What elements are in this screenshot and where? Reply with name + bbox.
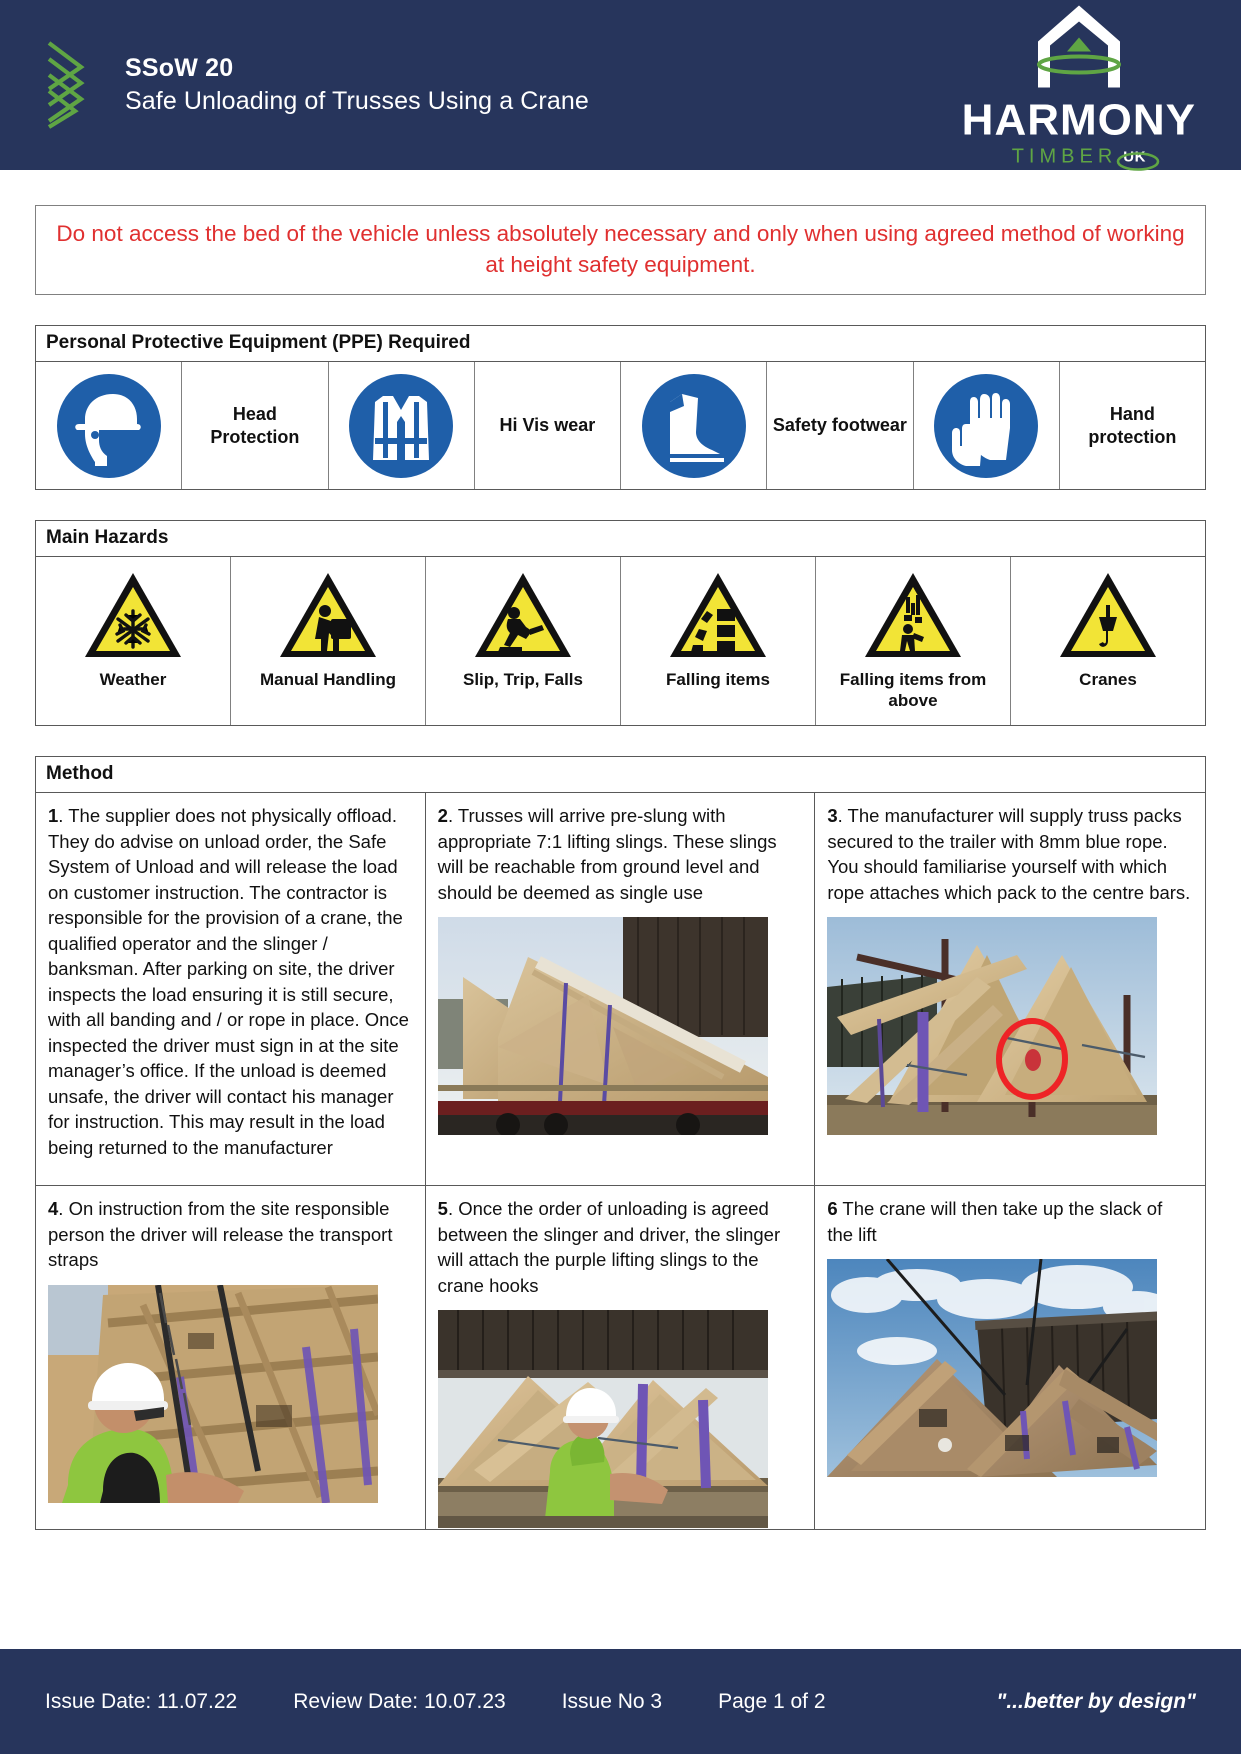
ppe-label: Hi Vis wear xyxy=(499,415,596,436)
ppe-icon-cell-footwear xyxy=(621,362,767,489)
method-step-2 xyxy=(426,793,816,1186)
method-step-number: 4 xyxy=(48,1198,59,1220)
hazard-label: Weather xyxy=(99,670,167,690)
brand-uk-label: UK xyxy=(1123,148,1146,165)
review-date: Review Date: 10.07.23 xyxy=(293,1689,506,1713)
ppe-label-cell-hivis xyxy=(475,362,621,489)
photo-worker-releasing-straps xyxy=(48,1285,378,1503)
method-step-body: . The supplier does not physically offload. They do advise on unload order, the Safe System of Unload and will release the load on customer instruction. The contractor is responsible for the provision of a crane, the qualified operator and the slinger / banksman. After parking on site, the driver inspects the load ensuring it is still secure, with all banding and / or rope in place. Once inspected the driver must sign in at the site manager’s office. If the unload is deemed unsafe, the driver will contact his manager for instruction. This may result in the load being returned to the manufacturer xyxy=(48,805,409,1158)
photo-slinger-attaching-slings xyxy=(438,1310,768,1528)
photo-crane-taking-slack xyxy=(827,1259,1157,1477)
hazard-label: Manual Handling xyxy=(260,670,396,690)
ppe-section-heading: Personal Protective Equipment (PPE) Required xyxy=(36,326,1205,362)
method-step-number: 2 xyxy=(437,805,448,827)
ppe-icon-cell-hivis xyxy=(329,362,475,489)
hazard-cell-weather xyxy=(36,557,231,725)
method-step-text xyxy=(48,1196,413,1273)
header-title-block xyxy=(125,54,589,116)
ppe-label: Safety footwear xyxy=(772,415,907,436)
slip-trip-fall-hazard-icon xyxy=(470,567,576,661)
method-step-4 xyxy=(36,1186,426,1529)
ppe-row xyxy=(36,362,1205,489)
method-step-body: . On instruction from the site responsible person the driver will release the transport straps xyxy=(48,1198,393,1271)
falling-items-from-above-hazard-icon xyxy=(860,567,966,661)
method-step-number: 1 xyxy=(48,805,59,827)
hazard-label: Slip, Trip, Falls xyxy=(463,670,583,690)
method-step-text xyxy=(438,803,803,905)
brand-subtitle xyxy=(1012,146,1146,169)
ppe-label: Hand protection xyxy=(1088,404,1177,447)
harmony-timber-logo xyxy=(962,2,1196,169)
brand-name: HARMONY xyxy=(961,95,1196,145)
method-step-text xyxy=(827,1196,1193,1247)
head-protection-icon xyxy=(55,372,163,480)
uk-swoosh-icon xyxy=(1115,150,1161,172)
method-step-6 xyxy=(815,1186,1205,1529)
method-step-text xyxy=(438,1196,803,1298)
method-step-text xyxy=(827,803,1193,905)
ppe-label-cell-head xyxy=(182,362,328,489)
hazard-label: Falling items xyxy=(666,670,770,690)
hi-vis-vest-icon xyxy=(347,372,455,480)
document-header xyxy=(0,0,1241,170)
method-step-3 xyxy=(815,793,1205,1186)
method-step-body: . The manufacturer will supply truss packs secured to the trailer with 8mm blue rope. You should familiarise yourself with which rope attaches which pack to the centre bars. xyxy=(827,805,1191,903)
falling-items-hazard-icon xyxy=(665,567,771,661)
snowflake-hazard-icon xyxy=(80,567,186,661)
manual-handling-hazard-icon xyxy=(275,567,381,661)
hazard-cell-falling-items xyxy=(621,557,816,725)
document-code: SSoW 20 xyxy=(125,54,234,82)
hazard-label: Cranes xyxy=(1079,670,1137,690)
issue-number: Issue No 3 xyxy=(561,1689,663,1713)
ppe-icon-cell-head xyxy=(36,362,182,489)
warning-text: Do not access the bed of the vehicle unless absolutely necessary and only when using agreed method of working at height safety equipment. xyxy=(56,221,1185,278)
brand-timber-label: TIMBER xyxy=(1011,145,1118,168)
gloves-icon xyxy=(932,372,1040,480)
issue-date: Issue Date: 11.07.22 xyxy=(45,1689,238,1713)
method-step-text xyxy=(48,803,413,1160)
document-footer xyxy=(0,1649,1241,1754)
ppe-section xyxy=(35,325,1206,490)
ppe-label: Head Protection xyxy=(210,404,300,447)
hazard-cell-manual-handling xyxy=(231,557,426,725)
ppe-label-cell-gloves xyxy=(1060,362,1205,489)
hazard-cell-slip-trip-falls xyxy=(426,557,621,725)
method-step-body: . Trusses will arrive pre-slung with appropriate 7:1 lifting slings. These slings will be reachable from ground level and should be deemed as single use xyxy=(437,805,777,903)
photo-truss-pack-rope-highlighted xyxy=(827,917,1157,1135)
method-step-body: . Once the order of unloading is agreed between the slinger and driver, the slinger will attach the purple lifting slings to the crane hooks xyxy=(437,1198,781,1296)
house-outline-icon xyxy=(1024,2,1134,97)
photo-trusses-on-trailer xyxy=(438,917,768,1135)
method-section xyxy=(35,756,1206,1530)
method-step-number: 5 xyxy=(437,1198,448,1220)
ppe-label-cell-footwear xyxy=(767,362,913,489)
hazards-section-heading: Main Hazards xyxy=(36,521,1205,557)
method-step-1 xyxy=(36,793,426,1186)
method-step-number: 3 xyxy=(827,805,838,827)
hazards-section xyxy=(35,520,1206,726)
method-grid xyxy=(36,793,1205,1529)
page-number: Page 1 of 2 xyxy=(718,1689,826,1713)
hazard-cell-falling-items-above xyxy=(816,557,1011,725)
safety-boot-icon xyxy=(640,372,748,480)
method-step-body: The crane will then take up the slack of the lift xyxy=(827,1198,1163,1245)
crane-hook-hazard-icon xyxy=(1055,567,1161,661)
method-step-number: 6 xyxy=(827,1198,838,1220)
document-title: Safe Unloading of Trusses Using a Crane xyxy=(125,87,589,115)
ppe-icon-cell-gloves xyxy=(914,362,1060,489)
chevron-stripes-logo-icon xyxy=(45,39,101,131)
hazard-label: Falling items from above xyxy=(839,670,987,711)
hazard-cell-cranes xyxy=(1011,557,1205,725)
method-step-5 xyxy=(426,1186,816,1529)
warning-banner xyxy=(35,205,1206,295)
document-body xyxy=(0,205,1241,1530)
hazards-row xyxy=(36,557,1205,725)
method-section-heading: Method xyxy=(36,757,1205,793)
company-slogan: "...better by design" xyxy=(996,1689,1196,1713)
